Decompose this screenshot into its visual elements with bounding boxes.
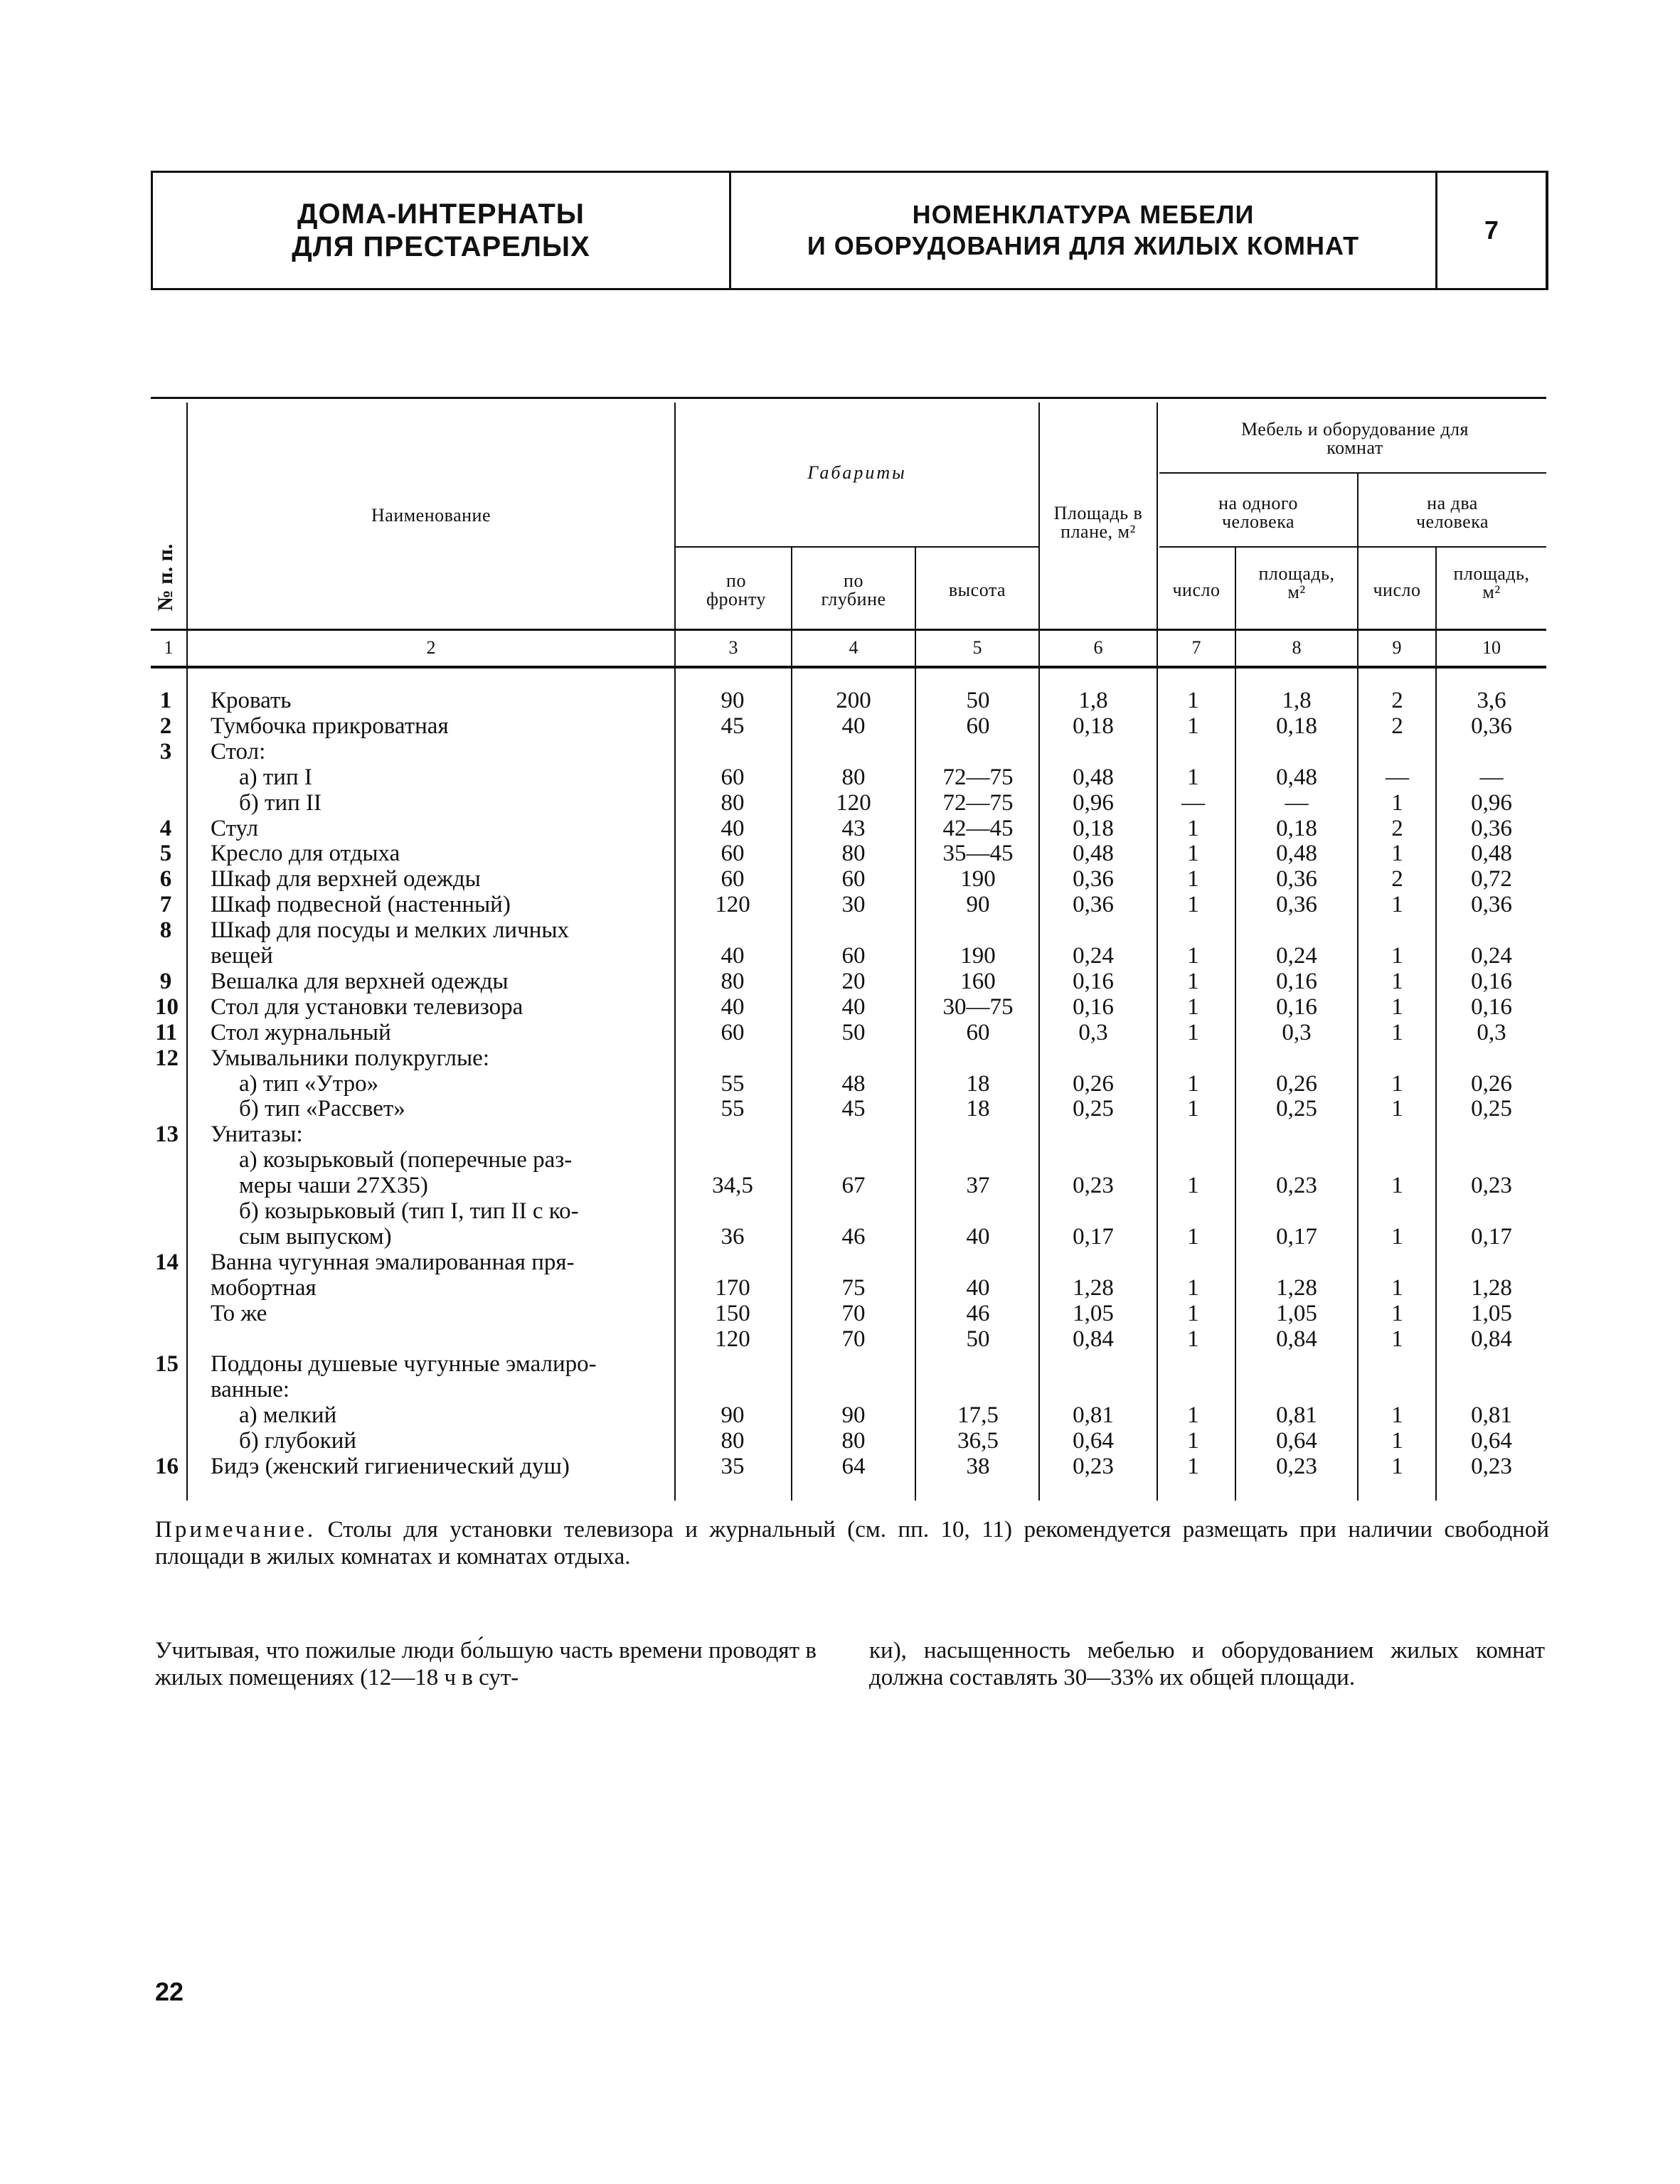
row-depth: 40 <box>841 994 866 1020</box>
row-area-one: — <box>1285 790 1309 816</box>
table-row <box>0 1097 1680 1122</box>
row-area-one: 0,18 <box>1276 816 1317 841</box>
row-area-one: 0,48 <box>1276 841 1317 866</box>
row-count-one: 1 <box>1187 1402 1199 1428</box>
row-count-one: 1 <box>1187 841 1199 866</box>
row-count-two: 1 <box>1391 892 1403 917</box>
row-count-two: 2 <box>1391 866 1403 892</box>
row-area-two: 0,96 <box>1471 790 1512 816</box>
table-row <box>0 1276 1680 1301</box>
row-depth: 75 <box>841 1275 866 1301</box>
row-name: Кровать <box>211 688 292 713</box>
header-bottom-rule <box>151 629 1546 631</box>
row-count-two: 1 <box>1391 969 1403 994</box>
row-height: 60 <box>966 713 990 739</box>
row-name: а) тип I <box>239 765 312 790</box>
subheader-rule-dims <box>676 546 1040 548</box>
header-depth: по глубине <box>821 570 886 609</box>
row-count-one: 1 <box>1187 943 1199 969</box>
row-depth: 43 <box>841 816 866 841</box>
row-front: 60 <box>721 866 745 892</box>
row-name: Ванна чугунная эмалированная пря- <box>211 1250 575 1275</box>
table-row <box>0 944 1680 969</box>
row-front: 34,5 <box>712 1173 753 1198</box>
row-count-one: 1 <box>1187 1326 1199 1352</box>
row-front: 170 <box>715 1275 750 1301</box>
row-name: Унитазы: <box>211 1122 303 1147</box>
sheet-number: 7 <box>1484 215 1499 245</box>
row-front: 150 <box>715 1301 750 1326</box>
row-depth: 200 <box>836 688 871 713</box>
row-name: Поддоны душевые чугунные эмалиро- <box>211 1351 597 1377</box>
row-area: 0,23 <box>1073 1454 1114 1479</box>
row-name: а) тип «Утро» <box>239 1071 379 1097</box>
row-area: 0,18 <box>1073 713 1114 739</box>
row-name: б) тип II <box>239 790 321 816</box>
row-area: 1,28 <box>1073 1275 1114 1301</box>
row-area: 0,16 <box>1073 994 1114 1020</box>
table-row <box>0 1352 1680 1377</box>
table-row <box>0 816 1680 841</box>
row-height: 190 <box>960 943 996 969</box>
table-row <box>0 841 1680 866</box>
row-count-one: 1 <box>1187 892 1199 917</box>
row-name: Бидэ (женский гигиенический душ) <box>211 1454 570 1479</box>
row-name: Тумбочка прикроватная <box>211 713 449 739</box>
row-depth: 90 <box>841 1402 866 1428</box>
row-name: Стол журнальный <box>211 1020 391 1045</box>
row-height: 30—75 <box>942 994 1014 1020</box>
body-paragraph-right: ки), насыщенность мебелью и оборудованием жилых комнат должна составлять 30—33% их общей площади. <box>869 1638 1545 1690</box>
body-paragraph-left: Учитывая, что пожилые люди бо́льшую часть времени проводят в жилых помещениях (12—18 ч в сут- <box>155 1638 817 1690</box>
row-area-one: 0,84 <box>1276 1326 1317 1352</box>
row-number: 7 <box>159 892 172 917</box>
subheader-rule-right <box>1159 472 1546 474</box>
row-count-one: — <box>1181 790 1205 816</box>
row-front: 45 <box>721 713 745 739</box>
row-count-two: 1 <box>1391 1071 1403 1097</box>
row-name: б) тип «Рассвет» <box>239 1096 405 1122</box>
row-area-one: 1,8 <box>1282 688 1312 713</box>
row-area-two: 0,81 <box>1471 1402 1512 1428</box>
header-furniture-for-rooms: Мебель и оборудование для комнат <box>1241 419 1469 458</box>
row-front: 120 <box>715 1326 750 1352</box>
row-count-one: 1 <box>1187 969 1199 994</box>
colnum-5: 5 <box>972 637 982 658</box>
row-count-one: 1 <box>1187 866 1199 892</box>
row-name: меры чаши 27X35) <box>239 1173 428 1198</box>
table-row <box>0 1378 1680 1402</box>
note-text: Столы для установки телевизора и журнальный (см. пп. 10, 11) рекомендуется размещать при наличии свободной площади в жилых комнатах и комнатах отдыха. <box>155 1517 1549 1570</box>
table-row <box>0 1173 1680 1198</box>
row-number: 8 <box>159 917 172 943</box>
row-front: 80 <box>721 1428 745 1454</box>
row-count-one: 1 <box>1187 765 1199 790</box>
row-count-one: 1 <box>1187 1020 1199 1045</box>
row-area: 0,3 <box>1078 1020 1108 1045</box>
table-row <box>0 1046 1680 1071</box>
row-area: 0,64 <box>1073 1428 1114 1454</box>
row-count-two: 1 <box>1391 994 1403 1020</box>
row-area-two: 0,36 <box>1471 816 1512 841</box>
row-area: 0,26 <box>1073 1071 1114 1097</box>
table-row <box>0 995 1680 1020</box>
row-area-two: 0,17 <box>1471 1224 1512 1250</box>
table-row <box>0 765 1680 790</box>
row-area-two: 0,36 <box>1471 713 1512 739</box>
table-row <box>0 791 1680 816</box>
row-number: 15 <box>155 1351 179 1377</box>
row-depth: 50 <box>841 1020 866 1045</box>
row-area-one: 0,48 <box>1276 765 1317 790</box>
row-depth: 120 <box>836 790 871 816</box>
table-row <box>0 1301 1680 1326</box>
row-count-two: 2 <box>1391 816 1403 841</box>
header-height: высота <box>948 580 1006 600</box>
row-depth: 20 <box>841 969 866 994</box>
row-name: Шкаф для верхней одежды <box>211 866 481 892</box>
row-count-two: 1 <box>1391 1173 1403 1198</box>
row-front: 36 <box>721 1224 745 1250</box>
row-count-two: 2 <box>1391 713 1403 739</box>
header-number: № п. п. <box>154 543 177 612</box>
row-depth: 45 <box>841 1096 866 1122</box>
row-front: 60 <box>721 765 745 790</box>
row-depth: 60 <box>841 943 866 969</box>
table-row <box>0 1250 1680 1275</box>
row-area-one: 1,05 <box>1276 1301 1317 1326</box>
row-name: Шкаф для посуды и мелких личных <box>211 917 570 943</box>
row-count-two: 1 <box>1391 1454 1403 1479</box>
row-number: 4 <box>159 816 172 841</box>
row-count-two: 1 <box>1391 841 1403 866</box>
table-row <box>0 1429 1680 1454</box>
row-area-one: 0,23 <box>1276 1454 1317 1479</box>
row-number: 9 <box>159 969 172 994</box>
table-row <box>0 893 1680 917</box>
page-number: 22 <box>155 1977 184 2006</box>
row-area-two: 0,23 <box>1471 1173 1512 1198</box>
row-depth: 67 <box>841 1173 866 1198</box>
row-area-one: 0,26 <box>1276 1071 1317 1097</box>
header-one-person: на одного человека <box>1218 493 1298 532</box>
row-count-one: 1 <box>1187 1173 1199 1198</box>
row-area-one: 0,24 <box>1276 943 1317 969</box>
row-number: 14 <box>155 1250 179 1275</box>
row-front: 80 <box>721 969 745 994</box>
row-height: 36,5 <box>957 1428 999 1454</box>
row-depth: 80 <box>841 841 866 866</box>
row-name: Стол: <box>211 739 266 765</box>
colnum-1: 1 <box>164 637 174 658</box>
row-height: 72—75 <box>942 765 1014 790</box>
row-count-one: 1 <box>1187 1301 1199 1326</box>
row-depth: 70 <box>841 1301 866 1326</box>
institution-title-line1: ДОМА-ИНТЕРНАТЫ <box>297 198 585 230</box>
row-area-two: 0,84 <box>1471 1326 1512 1352</box>
row-area-two: 0,3 <box>1477 1020 1506 1045</box>
section-title-line2: И ОБОРУДОВАНИЯ ДЛЯ ЖИЛЫХ КОМНАТ <box>807 231 1360 260</box>
row-name: а) мелкий <box>239 1402 337 1428</box>
row-count-two: 1 <box>1391 1275 1403 1301</box>
row-area-two: 0,36 <box>1471 892 1512 917</box>
note-label: Примечание. <box>155 1517 317 1543</box>
row-depth: 30 <box>841 892 866 917</box>
colnum-3: 3 <box>728 637 738 658</box>
row-height: 18 <box>966 1071 990 1097</box>
row-height: 50 <box>966 688 990 713</box>
row-count-two: 1 <box>1391 1402 1403 1428</box>
row-name: вещей <box>211 943 273 969</box>
row-height: 72—75 <box>942 790 1014 816</box>
section-title-line1: НОМЕНКЛАТУРА МЕБЕЛИ <box>912 200 1255 229</box>
colnum-7: 7 <box>1191 637 1201 658</box>
row-number: 6 <box>159 866 172 892</box>
row-count-two: 1 <box>1391 790 1403 816</box>
row-count-one: 1 <box>1187 816 1199 841</box>
row-area-one: 0,64 <box>1276 1428 1317 1454</box>
row-name: Стул <box>211 816 259 841</box>
colnum-9: 9 <box>1392 637 1402 658</box>
row-area: 0,81 <box>1073 1402 1114 1428</box>
row-front: 90 <box>721 688 745 713</box>
table-row <box>0 969 1680 994</box>
table-row <box>0 1122 1680 1147</box>
row-area: 0,16 <box>1073 969 1114 994</box>
header-count-2: число <box>1373 580 1421 600</box>
row-area-two: 0,16 <box>1471 994 1512 1020</box>
row-name: То же <box>211 1301 267 1326</box>
row-front: 40 <box>721 994 745 1020</box>
row-count-two: 1 <box>1391 1020 1403 1045</box>
row-front: 60 <box>721 1020 745 1045</box>
row-depth: 40 <box>841 713 866 739</box>
colnum-4: 4 <box>849 637 858 658</box>
row-depth: 46 <box>841 1224 866 1250</box>
row-height: 50 <box>966 1326 990 1352</box>
table-top-rule <box>151 397 1546 399</box>
row-area-two: 0,24 <box>1471 943 1512 969</box>
row-area-one: 0,23 <box>1276 1173 1317 1198</box>
header-area-2: площадь, м² <box>1453 563 1530 602</box>
row-area-one: 0,36 <box>1276 866 1317 892</box>
row-area: 0,24 <box>1073 943 1114 969</box>
row-number: 3 <box>159 739 172 765</box>
row-name: б) глубокий <box>239 1428 357 1454</box>
row-count-one: 1 <box>1187 713 1199 739</box>
table-row <box>0 688 1680 713</box>
row-count-one: 1 <box>1187 1071 1199 1097</box>
row-front: 120 <box>715 892 750 917</box>
header-area-1: площадь, м² <box>1258 563 1335 602</box>
row-count-two: 1 <box>1391 1326 1403 1352</box>
table-row <box>0 1148 1680 1173</box>
colnum-10: 10 <box>1482 637 1501 658</box>
table-row <box>0 1072 1680 1097</box>
row-count-two: 2 <box>1391 688 1403 713</box>
row-name: Кресло для отдыха <box>211 841 400 866</box>
row-count-one: 1 <box>1187 1275 1199 1301</box>
row-count-one: 1 <box>1187 994 1199 1020</box>
row-height: 60 <box>966 1020 990 1045</box>
row-area-two: — <box>1479 765 1504 790</box>
header-front: по фронту <box>706 570 766 609</box>
row-name: а) козырьковый (поперечные раз- <box>239 1147 573 1173</box>
row-count-one: 1 <box>1187 1428 1199 1454</box>
row-area: 0,36 <box>1073 866 1114 892</box>
row-height: 17,5 <box>957 1402 999 1428</box>
table-row <box>0 1327 1680 1352</box>
row-area-one: 0,17 <box>1276 1224 1317 1250</box>
row-number: 10 <box>155 994 179 1020</box>
institution-title-line2: ДЛЯ ПРЕСТАРЕЛЫХ <box>292 231 590 262</box>
row-depth: 64 <box>841 1454 866 1479</box>
row-area: 0,48 <box>1073 765 1114 790</box>
row-count-one: 1 <box>1187 1454 1199 1479</box>
header-count-1: число <box>1172 580 1221 600</box>
table-note <box>155 1516 1549 1570</box>
row-area: 0,36 <box>1073 892 1114 917</box>
row-area-one: 0,16 <box>1276 969 1317 994</box>
row-name: сым выпуском) <box>239 1224 392 1250</box>
row-area: 1,8 <box>1078 688 1108 713</box>
colnum-8: 8 <box>1292 637 1302 658</box>
table-row <box>0 867 1680 892</box>
header-name: Наименование <box>371 505 491 526</box>
row-area-one: 0,3 <box>1282 1020 1312 1045</box>
row-area: 0,23 <box>1073 1173 1114 1198</box>
row-height: 42—45 <box>942 816 1014 841</box>
row-depth: 60 <box>841 866 866 892</box>
colnum-6: 6 <box>1093 637 1103 658</box>
row-count-one: 1 <box>1187 688 1199 713</box>
row-area-two: 0,48 <box>1471 841 1512 866</box>
row-area-two: 0,23 <box>1471 1454 1512 1479</box>
row-number: 16 <box>155 1454 179 1479</box>
row-area-one: 0,25 <box>1276 1096 1317 1122</box>
row-number: 12 <box>155 1045 179 1071</box>
row-area-two: 3,6 <box>1477 688 1506 713</box>
header-two-persons: на два человека <box>1415 493 1489 532</box>
row-count-two: 1 <box>1391 1428 1403 1454</box>
row-area-two: 0,25 <box>1471 1096 1512 1122</box>
row-height: 37 <box>966 1173 990 1198</box>
row-count-one: 1 <box>1187 1096 1199 1122</box>
colnum-bottom-rule <box>151 666 1546 668</box>
row-name: Вешалка для верхней одежды <box>211 969 509 994</box>
row-front: 55 <box>721 1096 745 1122</box>
row-count-two: 1 <box>1391 1224 1403 1250</box>
row-area: 0,18 <box>1073 816 1114 841</box>
row-number: 11 <box>155 1020 178 1045</box>
row-front: 80 <box>721 790 745 816</box>
row-count-two: 1 <box>1391 943 1403 969</box>
row-area-one: 0,16 <box>1276 994 1317 1020</box>
row-number: 5 <box>159 841 172 866</box>
row-front: 60 <box>721 841 745 866</box>
table-row <box>0 1454 1680 1479</box>
row-count-one: 1 <box>1187 1224 1199 1250</box>
row-number: 13 <box>155 1122 179 1147</box>
row-depth: 70 <box>841 1326 866 1352</box>
row-height: 35—45 <box>942 841 1014 866</box>
header-area-plan: Площадь в плане, м² <box>1053 503 1143 542</box>
row-area: 0,48 <box>1073 841 1114 866</box>
row-front: 40 <box>721 943 745 969</box>
row-area: 0,96 <box>1073 790 1114 816</box>
row-height: 40 <box>966 1224 990 1250</box>
row-depth: 80 <box>841 1428 866 1454</box>
colnum-2: 2 <box>426 637 436 658</box>
row-area: 0,17 <box>1073 1224 1114 1250</box>
row-area-one: 1,28 <box>1276 1275 1317 1301</box>
header-dimensions <box>676 455 1038 491</box>
row-front: 90 <box>721 1402 745 1428</box>
row-area-two: 0,72 <box>1471 866 1512 892</box>
row-area-two: 0,64 <box>1471 1428 1512 1454</box>
row-name: Умывальники полукруглые: <box>211 1045 489 1071</box>
row-height: 160 <box>960 969 996 994</box>
row-number: 1 <box>159 688 172 713</box>
table-row <box>0 918 1680 943</box>
table-row <box>0 714 1680 739</box>
row-name: ванные: <box>211 1377 290 1402</box>
row-area-one: 0,81 <box>1276 1402 1317 1428</box>
subheader-rule-persons <box>1159 546 1546 548</box>
row-depth: 48 <box>841 1071 866 1097</box>
row-height: 40 <box>966 1275 990 1301</box>
row-area-two: 1,05 <box>1471 1301 1512 1326</box>
table-row <box>0 740 1680 765</box>
row-count-two: — <box>1386 765 1409 790</box>
row-name: мобортная <box>211 1275 317 1301</box>
row-area-two: 1,28 <box>1471 1275 1512 1301</box>
row-name: Шкаф подвесной (настенный) <box>211 892 511 917</box>
row-front: 40 <box>721 816 745 841</box>
row-name: Стол для установки телевизора <box>211 994 523 1020</box>
row-count-two: 1 <box>1391 1301 1403 1326</box>
table-row <box>0 1021 1680 1045</box>
row-area: 0,84 <box>1073 1326 1114 1352</box>
row-area-two: 0,16 <box>1471 969 1512 994</box>
row-height: 90 <box>966 892 990 917</box>
row-area-one: 0,36 <box>1276 892 1317 917</box>
header-dimensions-label: Габариты <box>807 462 907 483</box>
row-front: 55 <box>721 1071 745 1097</box>
row-height: 46 <box>966 1301 990 1326</box>
row-front: 35 <box>721 1454 745 1479</box>
row-area: 1,05 <box>1073 1301 1114 1326</box>
row-area-one: 0,18 <box>1276 713 1317 739</box>
row-height: 18 <box>966 1096 990 1122</box>
row-area: 0,25 <box>1073 1096 1114 1122</box>
row-name: б) козырьковый (тип I, тип II с ко- <box>239 1198 579 1224</box>
row-number: 2 <box>159 713 172 739</box>
row-area-two: 0,26 <box>1471 1071 1512 1097</box>
table-row <box>0 1225 1680 1250</box>
row-depth: 80 <box>841 765 866 790</box>
table-row <box>0 1403 1680 1428</box>
table-row <box>0 1199 1680 1224</box>
row-height: 190 <box>960 866 996 892</box>
row-count-two: 1 <box>1391 1096 1403 1122</box>
row-height: 38 <box>966 1454 990 1479</box>
